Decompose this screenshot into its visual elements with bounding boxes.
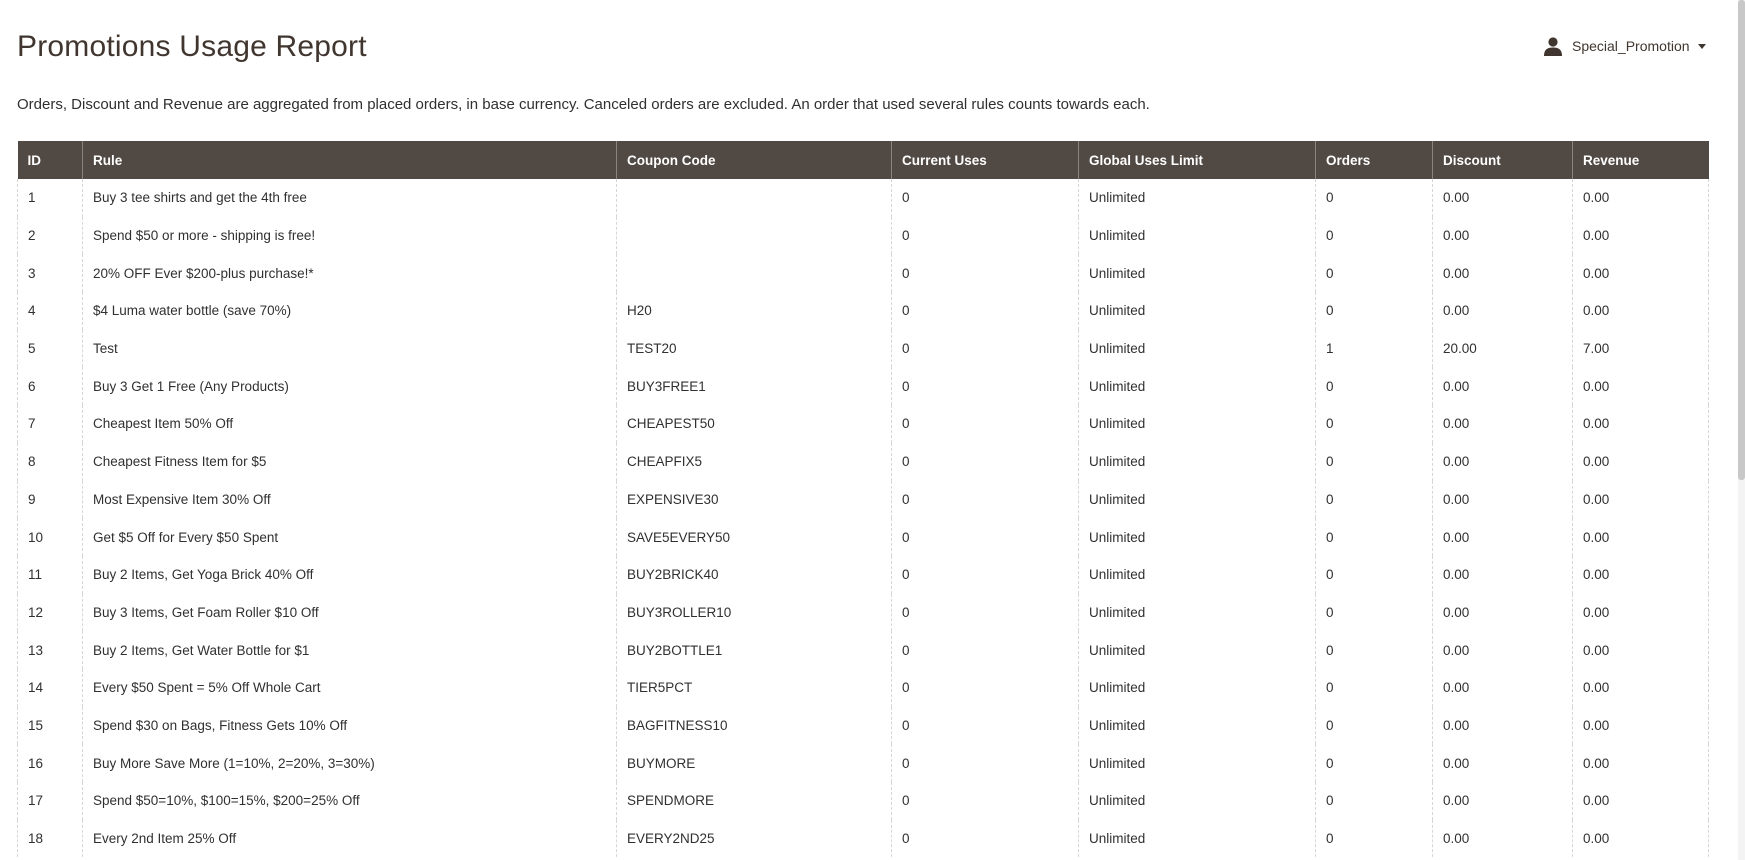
cell-current-uses: 0 xyxy=(892,443,1079,481)
cell-rule: Every $50 Spent = 5% Off Whole Cart xyxy=(83,669,617,707)
cell-revenue: 0.00 xyxy=(1573,367,1709,405)
cell-revenue: 0.00 xyxy=(1573,179,1709,217)
cell-rule: Buy 2 Items, Get Yoga Brick 40% Off xyxy=(83,556,617,594)
cell-orders: 0 xyxy=(1316,669,1433,707)
cell-orders: 0 xyxy=(1316,707,1433,745)
cell-orders: 0 xyxy=(1316,631,1433,669)
cell-id: 9 xyxy=(18,481,83,519)
cell-rule: Spend $50 or more - shipping is free! xyxy=(83,217,617,255)
cell-discount: 0.00 xyxy=(1433,707,1573,745)
cell-orders: 0 xyxy=(1316,292,1433,330)
cell-rule: Spend $50=10%, $100=15%, $200=25% Off xyxy=(83,782,617,820)
promotions-usage-table xyxy=(17,141,1709,857)
table-row[interactable] xyxy=(18,367,1709,405)
cell-current-uses: 0 xyxy=(892,556,1079,594)
cell-revenue: 0.00 xyxy=(1573,254,1709,292)
cell-current-uses: 0 xyxy=(892,481,1079,519)
cell-coupon-code: BUY3FREE1 xyxy=(617,367,892,405)
cell-revenue: 0.00 xyxy=(1573,518,1709,556)
column-header-global-uses-limit[interactable]: Global Uses Limit xyxy=(1079,141,1316,179)
cell-orders: 0 xyxy=(1316,782,1433,820)
cell-orders: 0 xyxy=(1316,481,1433,519)
scrollbar-thumb[interactable] xyxy=(1738,0,1745,480)
cell-id: 3 xyxy=(18,254,83,292)
cell-rule: Most Expensive Item 30% Off xyxy=(83,481,617,519)
cell-coupon-code: EVERY2ND25 xyxy=(617,820,892,858)
cell-revenue: 0.00 xyxy=(1573,481,1709,519)
cell-current-uses: 0 xyxy=(892,631,1079,669)
user-name: Special_Promotion xyxy=(1572,38,1690,54)
cell-orders: 0 xyxy=(1316,594,1433,632)
report-description: Orders, Discount and Revenue are aggregated from placed orders, in base currency. Canceled orders are excluded. An order that used several rules counts towards each. xyxy=(17,96,1150,113)
cell-rule: Buy 3 Items, Get Foam Roller $10 Off xyxy=(83,594,617,632)
cell-orders: 0 xyxy=(1316,179,1433,217)
cell-global-uses-limit: Unlimited xyxy=(1079,820,1316,858)
cell-rule: Spend $30 on Bags, Fitness Gets 10% Off xyxy=(83,707,617,745)
cell-current-uses: 0 xyxy=(892,669,1079,707)
table-row[interactable] xyxy=(18,217,1709,255)
cell-id: 6 xyxy=(18,367,83,405)
cell-discount: 0.00 xyxy=(1433,367,1573,405)
cell-global-uses-limit: Unlimited xyxy=(1079,631,1316,669)
cell-coupon-code xyxy=(617,179,892,217)
cell-discount: 0.00 xyxy=(1433,556,1573,594)
cell-current-uses: 0 xyxy=(892,707,1079,745)
table-row[interactable] xyxy=(18,820,1709,858)
cell-rule: Get $5 Off for Every $50 Spent xyxy=(83,518,617,556)
table-row[interactable] xyxy=(18,669,1709,707)
cell-current-uses: 0 xyxy=(892,518,1079,556)
cell-discount: 0.00 xyxy=(1433,669,1573,707)
cell-global-uses-limit: Unlimited xyxy=(1079,254,1316,292)
cell-orders: 0 xyxy=(1316,820,1433,858)
column-header-revenue[interactable]: Revenue xyxy=(1573,141,1709,179)
cell-discount: 0.00 xyxy=(1433,481,1573,519)
cell-discount: 0.00 xyxy=(1433,217,1573,255)
cell-rule: Cheapest Item 50% Off xyxy=(83,405,617,443)
cell-revenue: 0.00 xyxy=(1573,744,1709,782)
cell-id: 13 xyxy=(18,631,83,669)
cell-current-uses: 0 xyxy=(892,179,1079,217)
table-row[interactable] xyxy=(18,292,1709,330)
cell-orders: 0 xyxy=(1316,405,1433,443)
cell-global-uses-limit: Unlimited xyxy=(1079,744,1316,782)
column-header-current-uses[interactable]: Current Uses xyxy=(892,141,1079,179)
cell-orders: 0 xyxy=(1316,367,1433,405)
cell-global-uses-limit: Unlimited xyxy=(1079,707,1316,745)
cell-orders: 0 xyxy=(1316,217,1433,255)
table-row[interactable] xyxy=(18,405,1709,443)
column-header-discount[interactable]: Discount xyxy=(1433,141,1573,179)
cell-id: 2 xyxy=(18,217,83,255)
cell-global-uses-limit: Unlimited xyxy=(1079,481,1316,519)
cell-coupon-code: TIER5PCT xyxy=(617,669,892,707)
cell-id: 11 xyxy=(18,556,83,594)
cell-coupon-code xyxy=(617,254,892,292)
cell-revenue: 7.00 xyxy=(1573,330,1709,368)
cell-revenue: 0.00 xyxy=(1573,217,1709,255)
user-icon xyxy=(1543,36,1563,56)
cell-current-uses: 0 xyxy=(892,217,1079,255)
cell-id: 1 xyxy=(18,179,83,217)
cell-global-uses-limit: Unlimited xyxy=(1079,556,1316,594)
cell-rule: Buy 2 Items, Get Water Bottle for $1 xyxy=(83,631,617,669)
cell-orders: 0 xyxy=(1316,518,1433,556)
cell-discount: 0.00 xyxy=(1433,179,1573,217)
cell-rule: Cheapest Fitness Item for $5 xyxy=(83,443,617,481)
cell-discount: 0.00 xyxy=(1433,820,1573,858)
cell-global-uses-limit: Unlimited xyxy=(1079,443,1316,481)
cell-discount: 0.00 xyxy=(1433,443,1573,481)
table-row[interactable] xyxy=(18,179,1709,217)
cell-coupon-code: CHEAPEST50 xyxy=(617,405,892,443)
cell-global-uses-limit: Unlimited xyxy=(1079,518,1316,556)
table-header-row xyxy=(18,141,1709,179)
cell-discount: 0.00 xyxy=(1433,518,1573,556)
cell-discount: 0.00 xyxy=(1433,744,1573,782)
column-header-id[interactable]: ID xyxy=(18,141,83,179)
cell-id: 17 xyxy=(18,782,83,820)
cell-global-uses-limit: Unlimited xyxy=(1079,405,1316,443)
chevron-down-icon xyxy=(1698,44,1706,49)
cell-coupon-code: BAGFITNESS10 xyxy=(617,707,892,745)
page-title: Promotions Usage Report xyxy=(17,30,367,63)
cell-discount: 0.00 xyxy=(1433,631,1573,669)
cell-current-uses: 0 xyxy=(892,820,1079,858)
cell-coupon-code: SPENDMORE xyxy=(617,782,892,820)
cell-orders: 0 xyxy=(1316,443,1433,481)
cell-discount: 0.00 xyxy=(1433,254,1573,292)
cell-coupon-code xyxy=(617,217,892,255)
cell-rule: Buy 3 tee shirts and get the 4th free xyxy=(83,179,617,217)
table-row[interactable] xyxy=(18,631,1709,669)
cell-global-uses-limit: Unlimited xyxy=(1079,367,1316,405)
cell-coupon-code: BUY2BOTTLE1 xyxy=(617,631,892,669)
cell-coupon-code: TEST20 xyxy=(617,330,892,368)
cell-rule: Every 2nd Item 25% Off xyxy=(83,820,617,858)
cell-revenue: 0.00 xyxy=(1573,669,1709,707)
user-account-menu[interactable] xyxy=(1543,36,1706,56)
cell-global-uses-limit: Unlimited xyxy=(1079,782,1316,820)
cell-id: 7 xyxy=(18,405,83,443)
cell-current-uses: 0 xyxy=(892,254,1079,292)
vertical-scrollbar[interactable] xyxy=(1738,0,1745,860)
table-body xyxy=(18,179,1709,857)
cell-id: 18 xyxy=(18,820,83,858)
cell-discount: 0.00 xyxy=(1433,782,1573,820)
cell-current-uses: 0 xyxy=(892,292,1079,330)
cell-discount: 0.00 xyxy=(1433,594,1573,632)
cell-rule: 20% OFF Ever $200-plus purchase!* xyxy=(83,254,617,292)
cell-revenue: 0.00 xyxy=(1573,405,1709,443)
cell-revenue: 0.00 xyxy=(1573,292,1709,330)
cell-revenue: 0.00 xyxy=(1573,820,1709,858)
table-row[interactable] xyxy=(18,782,1709,820)
cell-id: 12 xyxy=(18,594,83,632)
cell-id: 16 xyxy=(18,744,83,782)
cell-coupon-code: CHEAPFIX5 xyxy=(617,443,892,481)
cell-coupon-code: SAVE5EVERY50 xyxy=(617,518,892,556)
cell-orders: 0 xyxy=(1316,556,1433,594)
table-row[interactable] xyxy=(18,744,1709,782)
column-header-coupon-code[interactable]: Coupon Code xyxy=(617,141,892,179)
cell-orders: 1 xyxy=(1316,330,1433,368)
cell-current-uses: 0 xyxy=(892,782,1079,820)
cell-current-uses: 0 xyxy=(892,594,1079,632)
cell-discount: 20.00 xyxy=(1433,330,1573,368)
table-row[interactable] xyxy=(18,330,1709,368)
cell-id: 14 xyxy=(18,669,83,707)
cell-global-uses-limit: Unlimited xyxy=(1079,217,1316,255)
cell-discount: 0.00 xyxy=(1433,292,1573,330)
cell-global-uses-limit: Unlimited xyxy=(1079,179,1316,217)
cell-rule: $4 Luma water bottle (save 70%) xyxy=(83,292,617,330)
column-header-rule[interactable]: Rule xyxy=(83,141,617,179)
cell-rule: Buy 3 Get 1 Free (Any Products) xyxy=(83,367,617,405)
cell-id: 8 xyxy=(18,443,83,481)
cell-discount: 0.00 xyxy=(1433,405,1573,443)
table-row[interactable] xyxy=(18,594,1709,632)
cell-current-uses: 0 xyxy=(892,330,1079,368)
cell-id: 10 xyxy=(18,518,83,556)
cell-orders: 0 xyxy=(1316,744,1433,782)
cell-current-uses: 0 xyxy=(892,744,1079,782)
cell-global-uses-limit: Unlimited xyxy=(1079,669,1316,707)
table-row[interactable] xyxy=(18,254,1709,292)
cell-coupon-code: H20 xyxy=(617,292,892,330)
cell-current-uses: 0 xyxy=(892,405,1079,443)
cell-revenue: 0.00 xyxy=(1573,594,1709,632)
cell-rule: Buy More Save More (1=10%, 2=20%, 3=30%) xyxy=(83,744,617,782)
cell-revenue: 0.00 xyxy=(1573,782,1709,820)
table-row[interactable] xyxy=(18,556,1709,594)
cell-id: 5 xyxy=(18,330,83,368)
cell-orders: 0 xyxy=(1316,254,1433,292)
cell-current-uses: 0 xyxy=(892,367,1079,405)
cell-global-uses-limit: Unlimited xyxy=(1079,330,1316,368)
cell-coupon-code: BUY2BRICK40 xyxy=(617,556,892,594)
column-header-orders[interactable]: Orders xyxy=(1316,141,1433,179)
cell-coupon-code: BUYMORE xyxy=(617,744,892,782)
cell-id: 15 xyxy=(18,707,83,745)
cell-coupon-code: EXPENSIVE30 xyxy=(617,481,892,519)
cell-revenue: 0.00 xyxy=(1573,443,1709,481)
table-row[interactable] xyxy=(18,707,1709,745)
cell-revenue: 0.00 xyxy=(1573,707,1709,745)
cell-global-uses-limit: Unlimited xyxy=(1079,594,1316,632)
cell-global-uses-limit: Unlimited xyxy=(1079,292,1316,330)
table-row[interactable] xyxy=(18,443,1709,481)
cell-id: 4 xyxy=(18,292,83,330)
cell-rule: Test xyxy=(83,330,617,368)
cell-revenue: 0.00 xyxy=(1573,556,1709,594)
cell-revenue: 0.00 xyxy=(1573,631,1709,669)
table-row[interactable] xyxy=(18,518,1709,556)
table-row[interactable] xyxy=(18,481,1709,519)
cell-coupon-code: BUY3ROLLER10 xyxy=(617,594,892,632)
